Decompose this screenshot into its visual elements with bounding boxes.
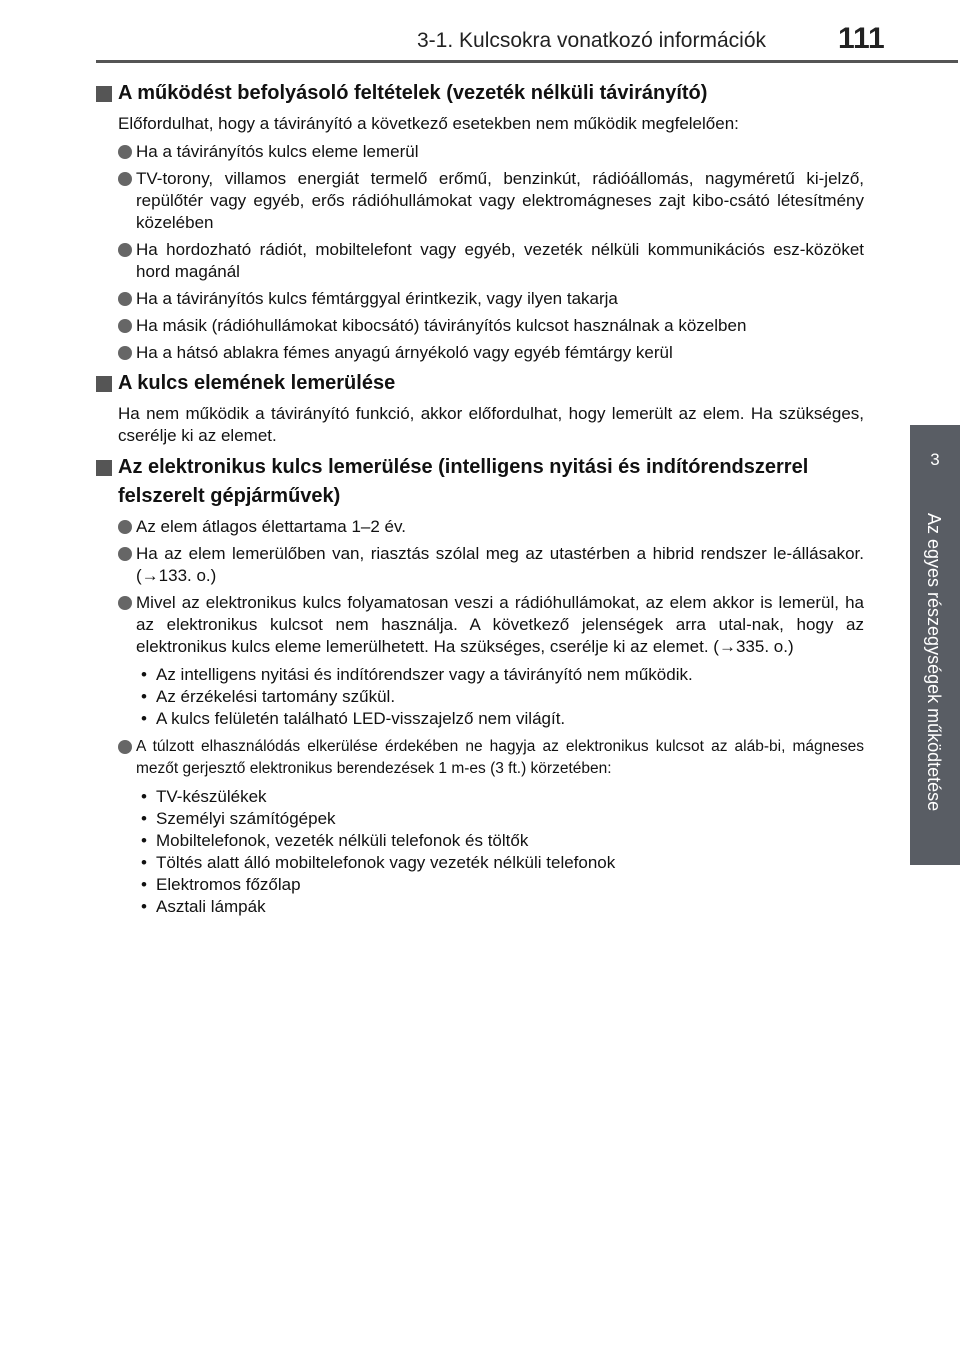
list-item <box>96 288 864 310</box>
section-heading-text: A kulcs elemének lemerülése <box>118 372 396 394</box>
circle-bullet-icon <box>118 740 132 754</box>
sub-list-item <box>96 686 864 708</box>
section-heading <box>96 453 864 511</box>
sub-list-item-text: Asztali lámpák <box>156 897 266 916</box>
list-item-text: Ha a távirányítós kulcs fémtárggyal érintkezik, vagy ilyen takarja <box>136 289 618 308</box>
sub-list-item-text: TV-készülékek <box>156 787 267 806</box>
list-item <box>96 543 864 587</box>
list-item-text: Az elem átlagos élettartama 1–2 év. <box>136 517 406 536</box>
sub-list-marker: • <box>141 809 147 828</box>
chapter-side-tab <box>910 425 960 865</box>
sub-list-item-text: Az érzékelési tartomány szűkül. <box>156 687 396 706</box>
sub-list-item <box>96 874 864 896</box>
sub-list-item-text: Mobiltelefonok, vezeték nélküli telefonok és töltők <box>156 831 529 850</box>
circle-bullet-icon <box>118 292 132 306</box>
list-item <box>96 168 864 234</box>
sub-list-item <box>96 808 864 830</box>
list-item <box>96 239 864 283</box>
circle-bullet-icon <box>118 596 132 610</box>
sub-list-item <box>96 896 864 918</box>
list-item-text: Ha másik (rádióhullámokat kibocsátó) távirányítós kulcsot használnak a közelben <box>136 316 747 335</box>
sub-list-item <box>96 664 864 686</box>
sub-list-item <box>96 852 864 874</box>
list-item-text: A túlzott elhasználódás elkerülése érdekében ne hagyja az elektronikus kulcsot az aláb-bi, mágneses mezőt gerjesztő elektronikus berendezések 1 m-es (3 ft.) körzetében: <box>136 738 864 777</box>
circle-bullet-icon <box>118 319 132 333</box>
circle-bullet-icon <box>118 520 132 534</box>
sub-list-item-text: A kulcs felületén található LED-visszajelző nem világít. <box>156 709 566 728</box>
sub-list-item <box>96 786 864 808</box>
page-number: 111 <box>838 22 885 55</box>
section-title: 3-1. Kulcsokra vonatkozó információk <box>417 29 766 52</box>
list-item-text: Ha hordozható rádiót, mobiltelefont vagy egyéb, vezeték nélküli kommunikációs esz-közöket hord magánál <box>136 240 864 281</box>
list-item <box>96 315 864 337</box>
sub-list-item-text: Elektromos főzőlap <box>156 875 301 894</box>
sub-list-marker: • <box>141 687 147 706</box>
list-item <box>96 736 864 780</box>
sub-list-item <box>96 708 864 730</box>
list-item <box>96 141 864 163</box>
list-item-text: TV-torony, villamos energiát termelő erőmű, benzinkút, rádióállomás, nagyméretű ki-jelző, repülőtér vagy egyéb, erős rádióhullámokat vagy elektromágneses zajt kibo-csátó létesítmény közelében <box>136 169 864 232</box>
list-item <box>96 342 864 364</box>
circle-bullet-icon <box>118 172 132 186</box>
list-item-text: Mivel az elektronikus kulcs folyamatosan veszi a rádióhullámokat, az elem akkor is lemerül, ha az elektronikus kulcsot nem használja. A következő jelenségek arra utal-nak, hogy az elektronikus kulcs eleme lemerülhetett. Ha szükséges, cserélje ki az elemet. (→335. o.) <box>136 593 864 656</box>
chapter-title: Az egyes részegységek működtetése <box>924 513 944 812</box>
list-item-text: Ha az elem lemerülőben van, riasztás szólal meg az utastérben a hibrid rendszer le-állásakor. (→133. o.) <box>136 544 864 585</box>
sub-list-item <box>96 830 864 852</box>
sub-list-marker: • <box>141 875 147 894</box>
section-heading <box>96 369 864 398</box>
chapter-number: 3 <box>930 450 940 469</box>
header-divider <box>96 60 958 63</box>
sub-list-marker: • <box>141 709 147 728</box>
sub-list-item-text: Töltés alatt álló mobiltelefonok vagy vezeték nélküli telefonok <box>156 853 616 872</box>
sub-list-marker: • <box>141 831 147 850</box>
page-content <box>96 75 864 924</box>
section-heading-text: Az elektronikus kulcs lemerülése (intelligens nyitási és indítórendszerrel felszerelt gépjárművek) <box>118 456 809 507</box>
sub-list <box>96 786 864 918</box>
circle-bullet-icon <box>118 243 132 257</box>
list-item <box>96 516 864 538</box>
section-heading <box>96 79 864 108</box>
paragraph: Előfordulhat, hogy a távirányító a következő esetekben nem működik megfelelően: <box>118 114 739 133</box>
square-bullet-icon <box>96 376 112 392</box>
list-item-text: Ha a hátsó ablakra fémes anyagú árnyékoló vagy egyéb fémtárgy kerül <box>136 343 673 362</box>
sub-list-marker: • <box>141 665 147 684</box>
sub-list-marker: • <box>141 787 147 806</box>
list-item <box>96 592 864 658</box>
square-bullet-icon <box>96 86 112 102</box>
square-bullet-icon <box>96 460 112 476</box>
section-heading-text: A működést befolyásoló feltételek (vezeték nélküli távirányító) <box>118 82 708 104</box>
sub-list <box>96 664 864 730</box>
sub-list-item-text: Az intelligens nyitási és indítórendszer vagy a távirányító nem működik. <box>156 665 693 684</box>
sub-list-marker: • <box>141 897 147 916</box>
paragraph: Ha nem működik a távirányító funkció, akkor előfordulhat, hogy lemerült az elem. Ha szükséges, cserélje ki az elemet. <box>118 404 864 445</box>
list-item-text: Ha a távirányítós kulcs eleme lemerül <box>136 142 419 161</box>
circle-bullet-icon <box>118 547 132 561</box>
circle-bullet-icon <box>118 346 132 360</box>
circle-bullet-icon <box>118 145 132 159</box>
sub-list-marker: • <box>141 853 147 872</box>
page-header <box>0 0 960 66</box>
sub-list-item-text: Személyi számítógépek <box>156 809 336 828</box>
